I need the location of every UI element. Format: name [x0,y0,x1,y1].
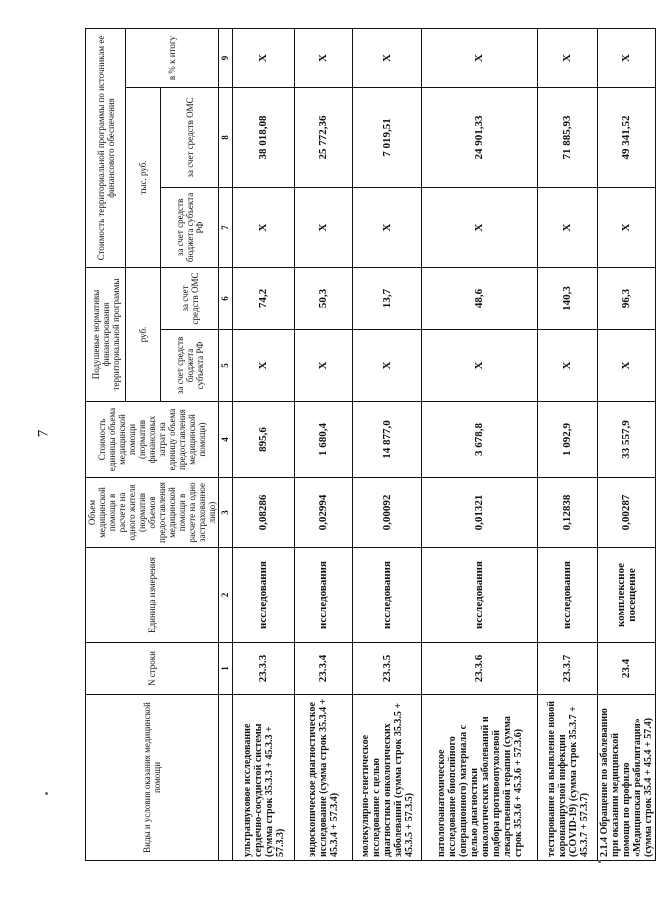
cell-norm-budget: X [422,330,538,402]
cell-percent: X [233,28,295,87]
column-number: 4 [219,402,233,478]
cell-norm-oms: 74,2 [233,267,295,329]
cell-norm-budget: X [598,330,656,402]
column-number: 3 [219,478,233,548]
table-row [538,28,598,860]
cell-unit: исследования [233,548,295,643]
cell-norm-budget: X [233,330,295,402]
cell-row-number: 23.3.5 [353,643,422,695]
cell-row-number: 23.3.6 [422,643,538,695]
cell-percent: X [353,28,422,87]
cell-total-oms: 25 772,36 [295,87,353,187]
header-norm-budget: за счет средств бюджета субъекта РФ [161,330,219,402]
header-name: Виды и условия оказания медицинской помощи [86,695,219,861]
cell-name: 2.1.4 Обращение по заболеванию при оказании медицинской помощи по профилю «Медицинская реабилитация» (сумма строк 35.4 + 45.4 + 57.4) [598,695,656,861]
cell-unit: комплексное посещение [598,548,656,643]
cell-volume: 0,08286 [233,478,295,548]
column-number-row [219,28,233,860]
cell-total-oms: 7 019,51 [353,87,422,187]
cell-total-oms: 38 018,08 [233,87,295,187]
cell-total-oms: 71 885,93 [538,87,598,187]
table-row [233,28,295,860]
scan-speck [45,792,48,795]
cell-unit-cost: 1 680,4 [295,402,353,478]
cell-total-budget: X [538,187,598,267]
cell-volume: 0,00287 [598,478,656,548]
cell-unit: исследования [538,548,598,643]
cell-row-number: 23.3.7 [538,643,598,695]
column-number: 6 [219,267,233,329]
cell-row-number: 23.3.3 [233,643,295,695]
header-norm-oms: за счет средств ОМС [161,267,219,329]
cell-unit: исследования [422,548,538,643]
cell-norm-budget: X [295,330,353,402]
cell-name: тестирование на выявление новой коронавирусной инфекции (COVID-19) (сумма строк 35.3.7 + 45.3.7 + 57.3.7) [538,695,598,861]
cell-volume: 0,02994 [295,478,353,548]
header-program-cost: Стоимость территориальной программы по источникам ее финансового обеспечения [86,28,126,267]
table-row [295,28,353,860]
column-number: 9 [219,28,233,87]
cell-total-budget: X [598,187,656,267]
cell-name: молекулярно-генетическое исследование с целью диагностики онкологических заболеваний (сумма строк 35.3.5 + 45.3.5 + 57.3.5) [353,695,422,861]
cell-norm-budget: X [538,330,598,402]
cell-total-budget: X [233,187,295,267]
table-row [353,28,422,860]
cell-percent: X [598,28,656,87]
cell-norm-oms: 13,7 [353,267,422,329]
cell-norm-oms: 96,3 [598,267,656,329]
cell-volume: 0,00092 [353,478,422,548]
cell-row-number: 23.4 [598,643,656,695]
column-number: 7 [219,187,233,267]
header-unit-thous: тыс. руб. [126,87,161,267]
scan-speck [598,860,601,863]
cell-unit: исследования [295,548,353,643]
cell-norm-oms: 50,3 [295,267,353,329]
header-percent: в % к итогу [126,28,219,87]
cell-name: патологоанатомическое исследование биопсийного (операционного) материала с целью диагностики онкологических заболеваний и подбора противоопухолевой лекарственной терапии (сумма строк 35.3.6 + 45.3.6 + 57.3.6) [422,695,538,861]
column-number: 2 [219,548,233,643]
column-number: 8 [219,87,233,187]
page-number: 7 [35,429,52,438]
column-number: 1 [219,643,233,695]
cell-percent: X [538,28,598,87]
table-frame [85,29,654,861]
cell-total-budget: X [422,187,538,267]
header-volume: Объем медицинской помощи в расчете на одного жителя (норматив объемов предоставления медицинской помощи в расчете на одно застрахованное лицо) [86,478,219,548]
cell-volume: 0,12838 [538,478,598,548]
cell-total-oms: 49 341,52 [598,87,656,187]
cell-name: ультразвуковое исследование сердечно-сосудистой системы (сумма строк 35.3.3 + 45.3.3 + 57.3.3) [233,695,295,861]
cell-unit-cost: 895,6 [233,402,295,478]
header-per-capita-norms: Подушевые нормативы финансирования территориальной программы [86,267,126,401]
column-number [219,695,233,861]
cell-norm-oms: 140,3 [538,267,598,329]
cell-unit-cost: 33 557,9 [598,402,656,478]
header-total-budget: за счет средств бюджета субъекта РФ [161,187,219,267]
cell-unit-cost: 1 092,9 [538,402,598,478]
header-row-number: N строки [86,643,219,695]
column-number: 5 [219,330,233,402]
cell-percent: X [422,28,538,87]
cell-total-oms: 24 901,33 [422,87,538,187]
cell-percent: X [295,28,353,87]
table-row [422,28,538,860]
cell-total-budget: X [353,187,422,267]
cell-name: эндоскопическое диагностическое исследование (сумма строк 35.3.4 + 45.3.4 + 57.3.4) [295,695,353,861]
header-unit-rub: руб. [126,267,161,401]
table-row [598,28,656,860]
header-total-oms: за счет средств ОМС [161,87,219,187]
cell-norm-budget: X [353,330,422,402]
cell-total-budget: X [295,187,353,267]
cell-unit-cost: 14 877,0 [353,402,422,478]
medical-care-table [85,28,656,861]
cell-norm-oms: 48,6 [422,267,538,329]
cell-volume: 0,01321 [422,478,538,548]
cell-row-number: 23.3.4 [295,643,353,695]
header-unit-cost: Стоимость единицы объема медицинской помощи (норматив финансовых затрат на единицу объема предоставления медицинской помощи) [86,402,219,478]
cell-unit: исследования [353,548,422,643]
cell-unit-cost: 3 678,8 [422,402,538,478]
header-unit: Единица измерения [86,548,219,643]
